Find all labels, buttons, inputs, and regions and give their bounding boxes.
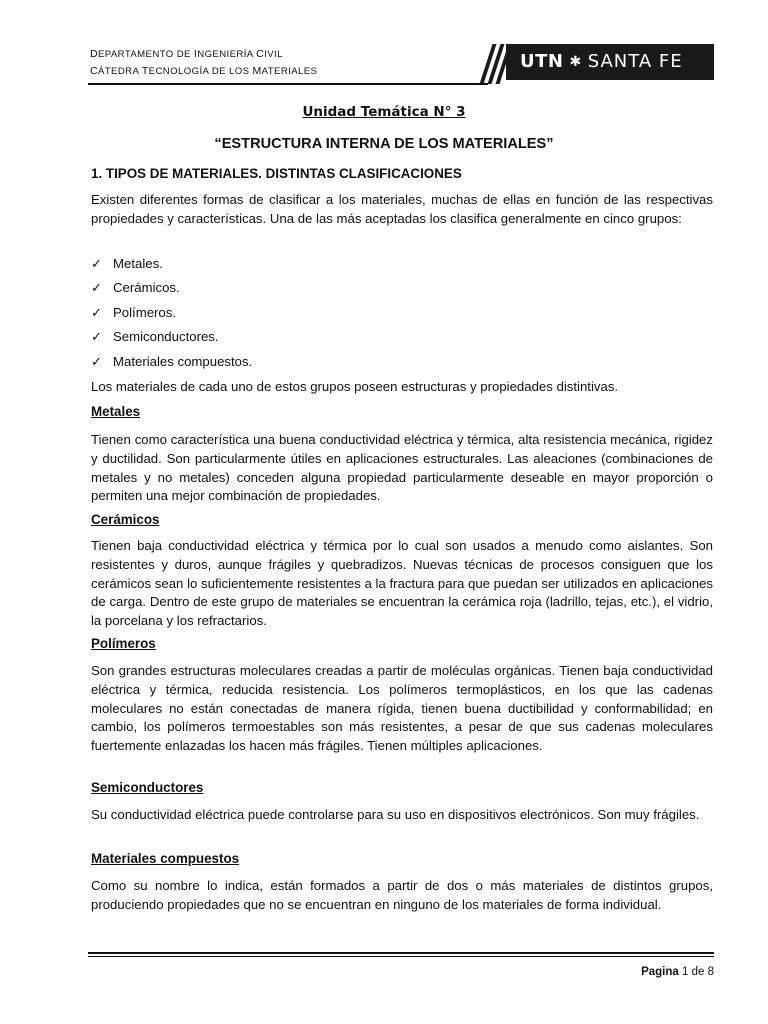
subheading-polimeros: Polímeros [91,636,156,651]
page-number [641,966,714,978]
logo-city-text: SANTA FE [587,51,683,72]
list-item [91,304,176,323]
smallcap-initial: C [90,65,98,77]
check-icon: ✓ [91,330,103,345]
list-item [91,255,163,274]
smallcap-initial: D [90,48,98,60]
summary-paragraph: Los materiales de cada uno de estos grupos poseen estructuras y propiedades distintivas. [91,379,619,394]
subheading-compuestos: Materiales compuestos [91,851,240,866]
footer-divider [88,952,714,954]
list-item-label: Cerámicos. [113,280,180,295]
list-item-label: Metales. [113,256,163,271]
check-icon: ✓ [91,257,103,272]
smallcap-rest: IVIL [264,49,283,60]
paragraph-compuestos: Como su nombre lo indica, están formados a partir de dos o más materiales de distintos grupos, produciendo propiedades que no se encuentran en ninguno de los materiales de forma individual. [91,878,713,912]
paragraph-ceramicos: Tienen baja conductividad eléctrica y térmica por lo cual son usados a menudo como aislantes. Son resistentes y duros, aunque frágiles y quebradizos. Nuevas técnicas de procesos consiguen que los cerámicos sean lo suficientemente resistentes a la fractura para que puedan ser utilizados en aplicaciones de carga. Dentro de este grupo de materiales se encuentran la cerámica roja (ladrillo, tejas, etc.), el vidrio, la porcelana y los refractarios. [91,538,713,629]
list-item-label: Polímeros. [113,305,177,320]
subheading-metales: Metales [91,404,141,419]
paragraph-metales: Tienen como característica una buena conductividad eléctrica y térmica, alta resistencia mecánica, rigidez y ductilidad. Son particularmente útiles en aplicaciones estructurales. Las aleaciones (combinaciones de metales y no metales) conceden alguna propiedad particularmente deseable en mayor proporción o permiten una mejor combinación de propiedades. [91,432,713,504]
smallcap-initial: M [252,65,262,77]
page-total: 8 [707,966,714,978]
list-item-label: Materiales compuestos. [113,354,253,369]
page-of: de [691,966,705,978]
list-item [91,328,219,347]
smallcap-rest: ECNOLOGÍA DE LOS [148,66,253,77]
smallcap-rest: NGENIERÍA [197,49,257,60]
check-icon: ✓ [91,306,103,321]
smallcap-initial: I [193,48,198,60]
footer-divider-thin [88,956,714,957]
utn-santa-fe-logo [482,44,714,84]
paragraph-semiconductores: Su conductividad eléctrica puede controlarse para su uso en dispositivos electrónicos. Son muy frágiles. [91,807,700,822]
chair-line [90,63,317,80]
check-icon: ✓ [91,355,103,370]
intro-paragraph: Existen diferentes formas de clasificar a los materiales, muchas de ellas en función de las respectivas propiedades y características. Una de las más aceptadas los clasifica generalmente en cinco grupos: [91,192,713,226]
list-item [91,353,252,372]
paragraph-polimeros: Son grandes estructuras moleculares creadas a partir de moléculas orgánicas. Tienen baja conductividad eléctrica y térmica, reducida resistencia. Los polímeros termoplásticos, en los que las cadenas moleculares no están conectadas de manera rígida, tienen buena ductibilidad y conformabilidad; en cambio, los polímeros termoestables son más resistentes, a pesar de que sus cadenas moleculares fuertemente enlazadas los hacen más frágiles. Tienen múltiples aplicaciones. [91,663,713,754]
logo-utn-text: UTN [520,51,564,72]
page-current: 1 [681,966,689,978]
list-item [91,279,180,298]
department-line [90,46,317,63]
section-heading: 1. TIPOS DE MATERIALES. DISTINTAS CLASIFICACIONES [91,166,462,181]
list-item-label: Semiconductores. [113,329,219,344]
smallcap-rest: ATERIALES [261,66,318,77]
check-icon: ✓ [91,281,103,296]
unit-title: Unidad Temática N° 3 [302,104,466,120]
main-title: “ESTRUCTURA INTERNA DE LOS MATERIALES” [214,136,554,152]
smallcap-initial: T [141,65,149,77]
smallcap-initial: C [256,48,265,60]
logo-star-icon: ✱ [569,54,582,70]
logo-box [506,44,714,80]
subheading-semiconductores: Semiconductores [91,780,204,795]
header-divider [88,83,488,85]
header-department [90,46,317,80]
page-label: Pagina [641,966,679,978]
subheading-ceramicos: Cerámicos [91,512,160,527]
smallcap-rest: ÁTEDRA [97,66,142,77]
smallcap-rest: EPARTAMENTO DE [97,49,194,60]
